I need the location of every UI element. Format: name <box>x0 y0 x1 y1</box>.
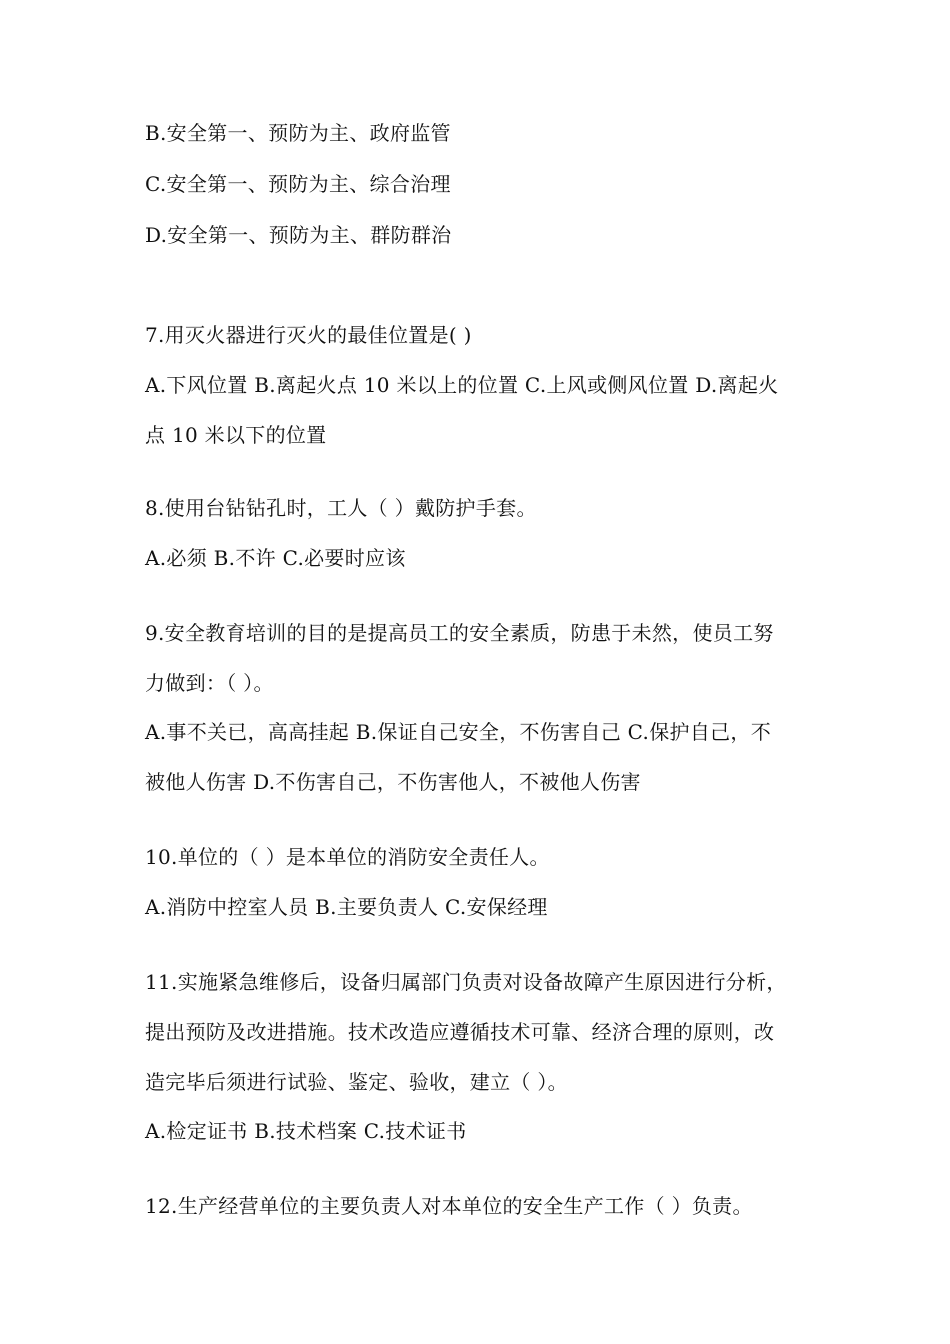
q8-options: A.必须 B.不许 C.必要时应该 <box>145 546 406 570</box>
q11-question-line-3: 造完毕后须进行试验、鉴定、验收，建立（ ）。 <box>145 1070 568 1094</box>
q11-question-line-2: 提出预防及改进措施。技术改造应遵循技术可靠、经济合理的原则，改 <box>145 1020 775 1044</box>
q10-question: 10.单位的（ ）是本单位的消防安全责任人。 <box>145 845 550 869</box>
q6-option-c: C.安全第一、预防为主、综合治理 <box>145 172 451 196</box>
q6-option-d: D.安全第一、预防为主、群防群治 <box>145 223 452 247</box>
q6-option-b: B.安全第一、预防为主、政府监管 <box>145 121 451 145</box>
q8-question: 8.使用台钻钻孔时，工人（ ）戴防护手套。 <box>145 496 537 520</box>
q9-question-line-1: 9.安全教育培训的目的是提高员工的安全素质，防患于未然，使员工努 <box>145 621 774 645</box>
q9-question-line-2: 力做到：（ ）。 <box>145 671 274 695</box>
q9-options-line-2: 被他人伤害 D.不伤害自己，不伤害他人，不被他人伤害 <box>145 770 641 794</box>
q9-options-line-1: A.事不关已，高高挂起 B.保证自己安全，不伤害自己 C.保护自己，不 <box>145 720 772 744</box>
q11-question-line-1: 11.实施紧急维修后，设备归属部门负责对设备故障产生原因进行分析， <box>145 970 787 994</box>
q10-options: A.消防中控室人员 B.主要负责人 C.安保经理 <box>145 895 548 919</box>
q7-options-line-2: 点 10 米以下的位置 <box>145 423 327 447</box>
q7-question: 7.用灭火器进行灭火的最佳位置是( ) <box>145 323 472 347</box>
q7-options-line-1: A.下风位置 B.离起火点 10 米以上的位置 C.上风或侧风位置 D.离起火 <box>145 373 779 397</box>
q11-options: A.检定证书 B.技术档案 C.技术证书 <box>145 1119 467 1143</box>
q12-question: 12.生产经营单位的主要负责人对本单位的安全生产工作（ ）负责。 <box>145 1194 753 1218</box>
